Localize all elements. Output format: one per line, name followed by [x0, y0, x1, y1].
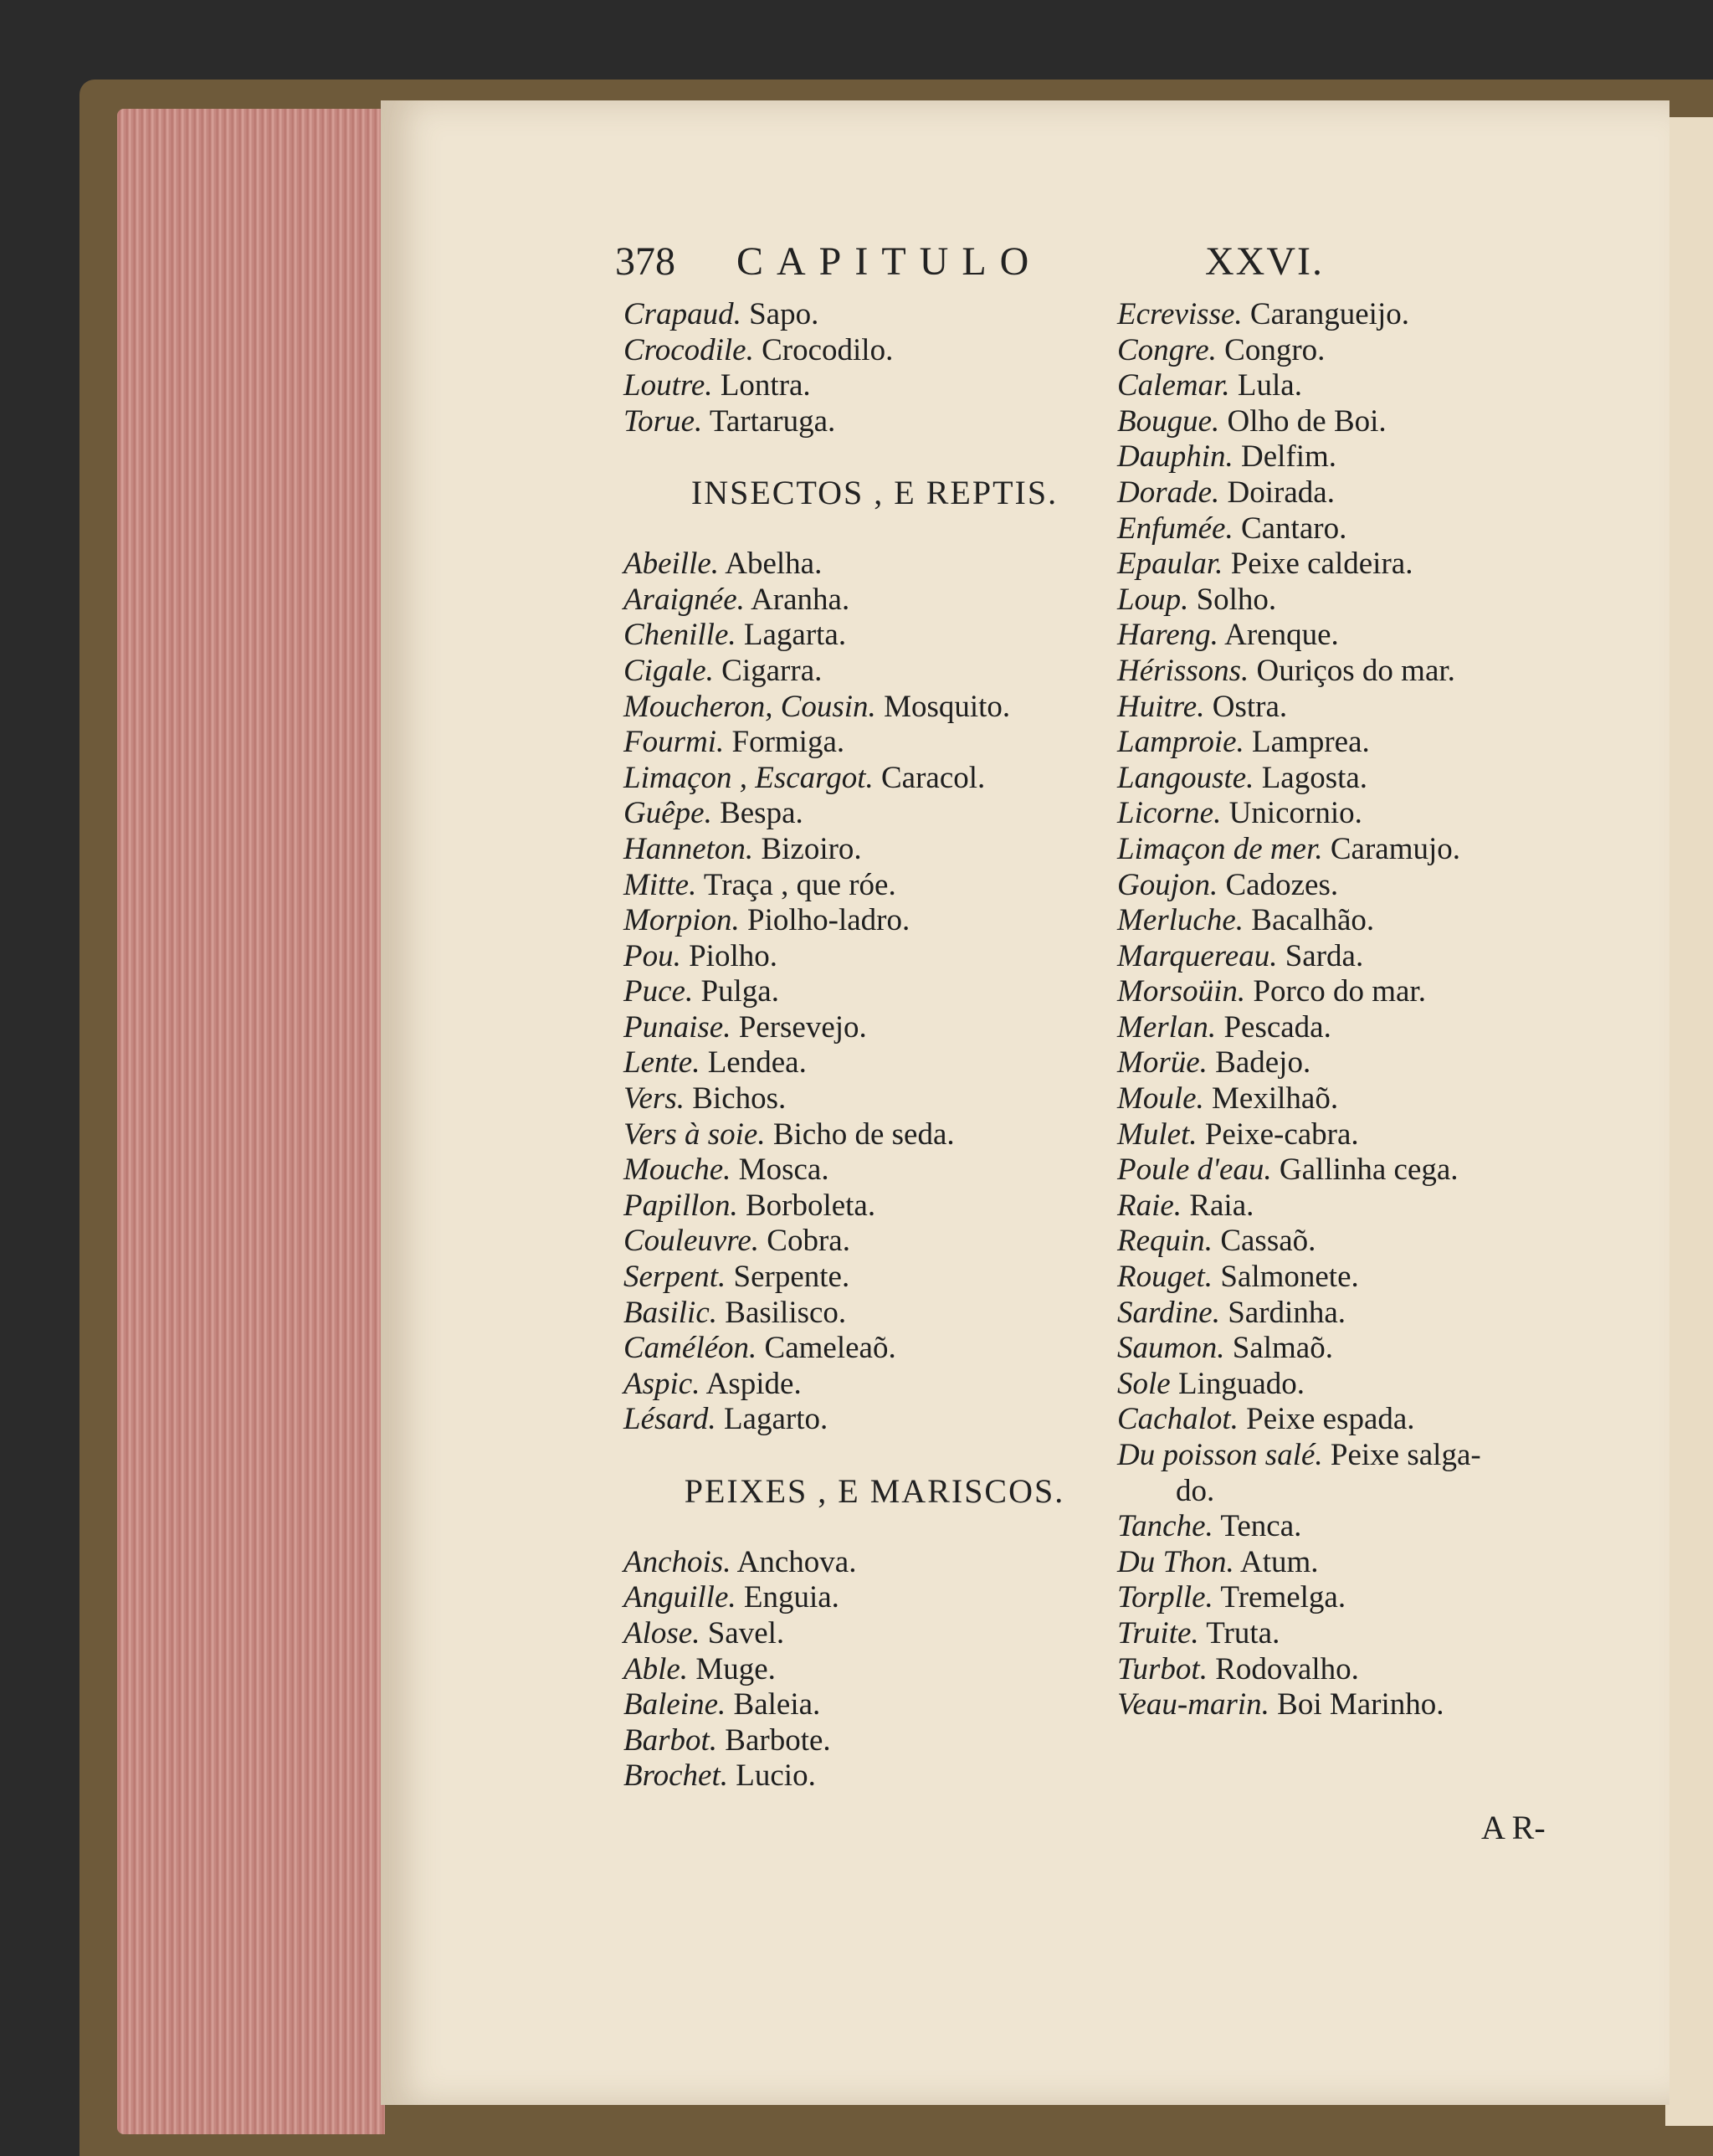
french-term: Crapaud. — [623, 297, 741, 331]
vocabulary-entry — [623, 1402, 1126, 1438]
french-term: Lésard. — [623, 1402, 716, 1437]
french-term: Cachalot. — [1117, 1402, 1239, 1437]
vocabulary-entry — [1117, 297, 1586, 333]
portuguese-term: Peixe salga- — [1322, 1438, 1481, 1472]
vocabulary-entry — [1117, 903, 1586, 939]
spacer — [623, 439, 1126, 475]
french-term: Veau-marin. — [1117, 1687, 1269, 1722]
french-term: Crocodile. — [623, 332, 754, 367]
french-term: Raie. — [1117, 1188, 1182, 1223]
portuguese-term: Lagarto. — [715, 1402, 828, 1437]
french-term: Requin. — [1117, 1224, 1213, 1259]
vocabulary-entry — [623, 1188, 1126, 1224]
french-term: Merluche. — [1117, 903, 1244, 938]
portuguese-term: Caramujo. — [1322, 831, 1461, 866]
vocabulary-entry — [623, 1652, 1126, 1688]
portuguese-term: Serpente. — [726, 1260, 850, 1295]
vocabulary-entry — [1117, 1331, 1586, 1367]
spacer — [623, 1438, 1126, 1474]
portuguese-term: Savel. — [700, 1615, 785, 1650]
portuguese-term: Enguia. — [736, 1580, 839, 1615]
vocabulary-entry — [1117, 1545, 1586, 1581]
portuguese-term: Cigarra. — [713, 653, 823, 688]
french-term: Brochet. — [623, 1758, 729, 1794]
vocabulary-entry — [1117, 1509, 1586, 1545]
french-term: Baleine. — [623, 1687, 726, 1722]
portuguese-term: Unicornio. — [1221, 796, 1362, 831]
vocabulary-entry — [1117, 725, 1586, 761]
portuguese-term: Linguado. — [1170, 1366, 1305, 1401]
french-term: Turbot. — [1117, 1651, 1208, 1686]
portuguese-term: Badejo. — [1207, 1045, 1311, 1081]
portuguese-term: Rodovalho. — [1207, 1651, 1359, 1686]
vocabulary-entry — [623, 547, 1126, 583]
vocabulary-entry — [1117, 404, 1586, 440]
french-term: Fourmi. — [623, 725, 725, 760]
vocabulary-entry — [623, 1081, 1126, 1117]
french-term: Abeille. — [623, 547, 720, 582]
portuguese-term: Bichos. — [684, 1081, 787, 1116]
portuguese-term: Peixe caldeira. — [1223, 547, 1413, 582]
vocabulary-entry — [623, 333, 1126, 369]
portuguese-term: Porco do mar. — [1245, 974, 1426, 1009]
entry-continuation: do. — [1176, 1473, 1215, 1508]
portuguese-term: Atum. — [1233, 1544, 1319, 1579]
french-term: Huitre. — [1117, 689, 1205, 724]
vocabulary-entry — [1117, 1687, 1586, 1723]
portuguese-term: Mosquito. — [875, 689, 1011, 724]
vocabulary-entry — [1117, 1224, 1586, 1260]
vocabulary-entry — [623, 974, 1126, 1010]
french-term: Mouche. — [623, 1152, 731, 1188]
vocabulary-entry — [1117, 618, 1586, 654]
french-term: Lente. — [623, 1045, 700, 1081]
portuguese-term: Delfim. — [1233, 439, 1337, 475]
french-term: Lamproie. — [1117, 725, 1244, 760]
portuguese-term: Cassaõ. — [1213, 1224, 1316, 1259]
french-term: Mulet. — [1117, 1116, 1198, 1152]
french-term: Rouget. — [1117, 1260, 1213, 1295]
french-term: Merlan. — [1117, 1009, 1217, 1045]
french-term: Morpion. — [623, 903, 740, 938]
portuguese-term: Sarda. — [1277, 938, 1364, 973]
french-term: Licorne. — [1117, 796, 1222, 831]
portuguese-term: Lagosta. — [1254, 760, 1368, 795]
french-term: Puce. — [623, 974, 694, 1009]
vocabulary-entry — [623, 939, 1126, 975]
vocabulary-entry — [1117, 974, 1586, 1010]
vocabulary-entry — [1117, 761, 1586, 797]
portuguese-term: Traça , que róe. — [696, 867, 896, 902]
vocabulary-entry — [623, 1580, 1126, 1616]
vocabulary-entry — [623, 1010, 1126, 1046]
spacer — [623, 1509, 1126, 1545]
french-term: Cigale. — [623, 653, 714, 688]
vocabulary-entry — [1117, 583, 1586, 619]
portuguese-term: Lagarta. — [736, 618, 847, 653]
portuguese-term: Mosca. — [731, 1152, 829, 1188]
french-term: Barbot. — [623, 1722, 718, 1758]
french-term: Saumon. — [1117, 1331, 1225, 1366]
french-term: Torue. — [623, 403, 703, 439]
french-term: Epaular. — [1117, 547, 1223, 582]
portuguese-term: Doirada. — [1219, 475, 1335, 510]
chapter-number: XXVI. — [1205, 239, 1324, 284]
vocabulary-entry — [1117, 1580, 1586, 1616]
portuguese-term: Bespa. — [711, 796, 803, 831]
french-term: Tanche. — [1117, 1509, 1213, 1544]
vocabulary-entry — [623, 1545, 1126, 1581]
portuguese-term: Aranha. — [744, 582, 850, 617]
portuguese-term: Peixe espada. — [1238, 1402, 1415, 1437]
vocabulary-entry — [1117, 475, 1586, 511]
vocabulary-entry — [623, 1224, 1126, 1260]
vocabulary-entry — [1117, 1045, 1586, 1081]
portuguese-term: Lula. — [1229, 368, 1302, 403]
portuguese-term: Aspide. — [700, 1366, 802, 1401]
french-term: Bougue. — [1117, 403, 1220, 439]
portuguese-term: Lendea. — [700, 1045, 807, 1081]
portuguese-term: Cantaro. — [1233, 511, 1347, 546]
french-term: Couleuvre. — [623, 1224, 760, 1259]
page-number: 378 — [615, 239, 675, 284]
right-column — [1117, 297, 1586, 1723]
french-term: Hérissons. — [1117, 653, 1249, 688]
portuguese-term: Borboleta. — [737, 1188, 876, 1223]
portuguese-term: Truta. — [1198, 1615, 1280, 1650]
french-term: Dorade. — [1117, 475, 1220, 510]
french-term: Dauphin. — [1117, 439, 1233, 475]
portuguese-term: Muge. — [688, 1651, 776, 1686]
french-term: Loup. — [1117, 582, 1189, 617]
vocabulary-entry — [1117, 1616, 1586, 1652]
french-term: Langouste. — [1117, 760, 1254, 795]
vocabulary-entry — [623, 796, 1126, 832]
portuguese-term: Anchova. — [731, 1544, 857, 1579]
french-term: Hareng. — [1117, 618, 1218, 653]
portuguese-term: Tenca. — [1213, 1509, 1302, 1544]
portuguese-term: Peixe-cabra. — [1197, 1116, 1359, 1152]
portuguese-term: Formiga. — [724, 725, 845, 760]
vocabulary-entry — [623, 1331, 1126, 1367]
french-term: Limaçon de mer. — [1117, 831, 1323, 866]
vocabulary-entry — [623, 1260, 1126, 1296]
portuguese-term: Salmonete. — [1213, 1260, 1359, 1295]
vocabulary-entry — [1117, 1188, 1586, 1224]
vocabulary-entry — [623, 1152, 1126, 1188]
vocabulary-entry — [1117, 439, 1586, 475]
section-heading: PEIXES , E MARISCOS. — [684, 1471, 1065, 1510]
portuguese-term: Carangueijo. — [1242, 297, 1409, 331]
vocabulary-entry — [623, 368, 1126, 404]
vocabulary-entry — [623, 903, 1126, 939]
portuguese-term: Sapo. — [741, 297, 819, 331]
french-term: Alose. — [623, 1615, 700, 1650]
vocabulary-entry — [623, 690, 1126, 726]
vocabulary-entry — [1117, 832, 1586, 868]
french-term: Du Thon. — [1117, 1544, 1234, 1579]
portuguese-term: Olho de Boi. — [1219, 403, 1387, 439]
portuguese-term: Pescada. — [1216, 1009, 1331, 1045]
vocabulary-entry — [623, 1723, 1126, 1759]
french-term: Anchois. — [623, 1544, 731, 1579]
vocabulary-entry — [623, 297, 1126, 333]
portuguese-term: Pulga. — [693, 974, 779, 1009]
french-term: Serpent. — [623, 1260, 726, 1295]
vocabulary-entry — [623, 868, 1126, 904]
page-edges — [117, 109, 385, 2134]
french-term: Basilic. — [623, 1295, 718, 1330]
portuguese-term: Gallinha cega. — [1271, 1152, 1459, 1188]
portuguese-term: Abelha. — [719, 547, 823, 582]
vocabulary-entry — [623, 1758, 1126, 1794]
french-term: Goujon. — [1117, 867, 1218, 902]
portuguese-term: Boi Marinho. — [1269, 1687, 1444, 1722]
portuguese-term: Lucio. — [728, 1758, 816, 1794]
vocabulary-entry — [1117, 690, 1586, 726]
vocabulary-entry — [623, 1367, 1126, 1403]
french-term: Loutre. — [623, 368, 713, 403]
french-term: Vers à soie. — [623, 1116, 766, 1152]
portuguese-term: Bacalhão. — [1244, 903, 1375, 938]
vocabulary-entry — [623, 583, 1126, 619]
vocabulary-entry — [1117, 939, 1586, 975]
portuguese-term: Raia. — [1182, 1188, 1254, 1223]
french-term: Congre. — [1117, 332, 1217, 367]
vocabulary-entry — [1117, 1652, 1586, 1688]
facing-page-edge — [1665, 117, 1713, 2126]
vocabulary-entry — [623, 1687, 1126, 1723]
portuguese-term: Crocodilo. — [753, 332, 894, 367]
vocabulary-entry — [623, 1117, 1126, 1153]
french-term: Moucheron, Cousin. — [623, 689, 876, 724]
portuguese-term: Mexilhaõ. — [1203, 1081, 1339, 1116]
vocabulary-entry — [1117, 1402, 1586, 1438]
french-term: Moule. — [1117, 1081, 1204, 1116]
french-term: Sole — [1117, 1366, 1171, 1401]
vocabulary-entry — [1117, 1081, 1586, 1117]
french-term: Punaise. — [623, 1009, 731, 1045]
vocabulary-entry — [1117, 368, 1586, 404]
french-term: Aspic. — [623, 1366, 700, 1401]
vocabulary-entry — [623, 404, 1126, 440]
french-term: Pou. — [623, 938, 681, 973]
french-term: Vers. — [623, 1081, 685, 1116]
left-column — [623, 297, 1126, 1794]
portuguese-term: Sardinha. — [1219, 1295, 1346, 1330]
running-header — [615, 239, 1577, 297]
french-term: Calemar. — [1117, 368, 1230, 403]
french-term: Truite. — [1117, 1615, 1199, 1650]
portuguese-term: Barbote. — [717, 1722, 831, 1758]
portuguese-term: Ostra. — [1204, 689, 1288, 724]
portuguese-term: Basilisco. — [717, 1295, 847, 1330]
vocabulary-entry — [623, 1616, 1126, 1652]
vocabulary-entry — [1117, 654, 1586, 690]
vocabulary-entry — [1117, 1117, 1586, 1153]
vocabulary-entry — [1117, 1260, 1586, 1296]
french-term: Guêpe. — [623, 796, 712, 831]
french-term: Morsoüin. — [1117, 974, 1246, 1009]
vocabulary-entry — [623, 618, 1126, 654]
french-term: Poule d'eau. — [1117, 1152, 1272, 1188]
catchword: A R- — [1481, 1809, 1546, 1846]
vocabulary-entry — [623, 725, 1126, 761]
french-term: Du poisson salé. — [1117, 1438, 1323, 1472]
vocabulary-entry — [1117, 1438, 1586, 1474]
vocabulary-entry — [623, 832, 1126, 868]
portuguese-term: Persevejo. — [731, 1009, 867, 1045]
vocabulary-entry — [1117, 868, 1586, 904]
portuguese-term: Tremelga. — [1213, 1580, 1346, 1615]
portuguese-term: Bicho de seda. — [765, 1116, 955, 1152]
portuguese-term: Congro. — [1216, 332, 1326, 367]
french-term: Hanneton. — [623, 831, 754, 866]
spacer — [623, 511, 1126, 547]
french-term: Morüe. — [1117, 1045, 1208, 1081]
vocabulary-entry — [1117, 1296, 1586, 1332]
portuguese-term: Ouriços do mar. — [1249, 653, 1455, 688]
portuguese-term: Arenque. — [1218, 618, 1339, 653]
section-heading: INSECTOS , E REPTIS. — [690, 473, 1059, 511]
portuguese-term: Caracol. — [873, 760, 986, 795]
french-term: Caméléon. — [623, 1331, 757, 1366]
french-term: Able. — [623, 1651, 689, 1686]
portuguese-term: Solho. — [1188, 582, 1277, 617]
vocabulary-entry — [1117, 333, 1586, 369]
portuguese-term: Lamprea. — [1244, 725, 1370, 760]
portuguese-term: Cobra. — [759, 1224, 850, 1259]
vocabulary-entry — [1117, 1367, 1586, 1403]
vocabulary-entry — [1117, 1010, 1586, 1046]
vocabulary-entry — [1117, 796, 1586, 832]
french-term: Papillon. — [623, 1188, 738, 1223]
french-term: Sardine. — [1117, 1295, 1220, 1330]
french-term: Chenille. — [623, 618, 736, 653]
vocabulary-entry — [623, 761, 1126, 797]
portuguese-term: Cameleaõ. — [756, 1331, 896, 1366]
french-term: Enfumée. — [1117, 511, 1233, 546]
portuguese-term: Piolho. — [680, 938, 777, 973]
vocabulary-entry — [1117, 511, 1586, 547]
french-term: Limaçon , Escargot. — [623, 760, 874, 795]
portuguese-term: Bizoiro. — [753, 831, 862, 866]
portuguese-term: Baleia. — [726, 1687, 821, 1722]
french-term: Marquereau. — [1117, 938, 1278, 973]
vocabulary-entry — [623, 1045, 1126, 1081]
vocabulary-entry — [623, 1296, 1126, 1332]
french-term: Mitte. — [623, 867, 697, 902]
chapter-title: CAPITULO — [736, 239, 1043, 284]
portuguese-term: Cadozes. — [1218, 867, 1339, 902]
portuguese-term: Salmaõ. — [1224, 1331, 1333, 1366]
vocabulary-entry — [1117, 1152, 1586, 1188]
vocabulary-entry — [1117, 547, 1586, 583]
vocabulary-entry — [623, 654, 1126, 690]
portuguese-term: Piolho-ladro. — [739, 903, 910, 938]
portuguese-term: Lontra. — [712, 368, 811, 403]
french-term: Anguille. — [623, 1580, 736, 1615]
french-term: Torplle. — [1117, 1580, 1213, 1615]
french-term: Ecrevisse. — [1117, 297, 1243, 331]
french-term: Araignée. — [623, 582, 745, 617]
portuguese-term: Tartaruga. — [702, 403, 836, 439]
